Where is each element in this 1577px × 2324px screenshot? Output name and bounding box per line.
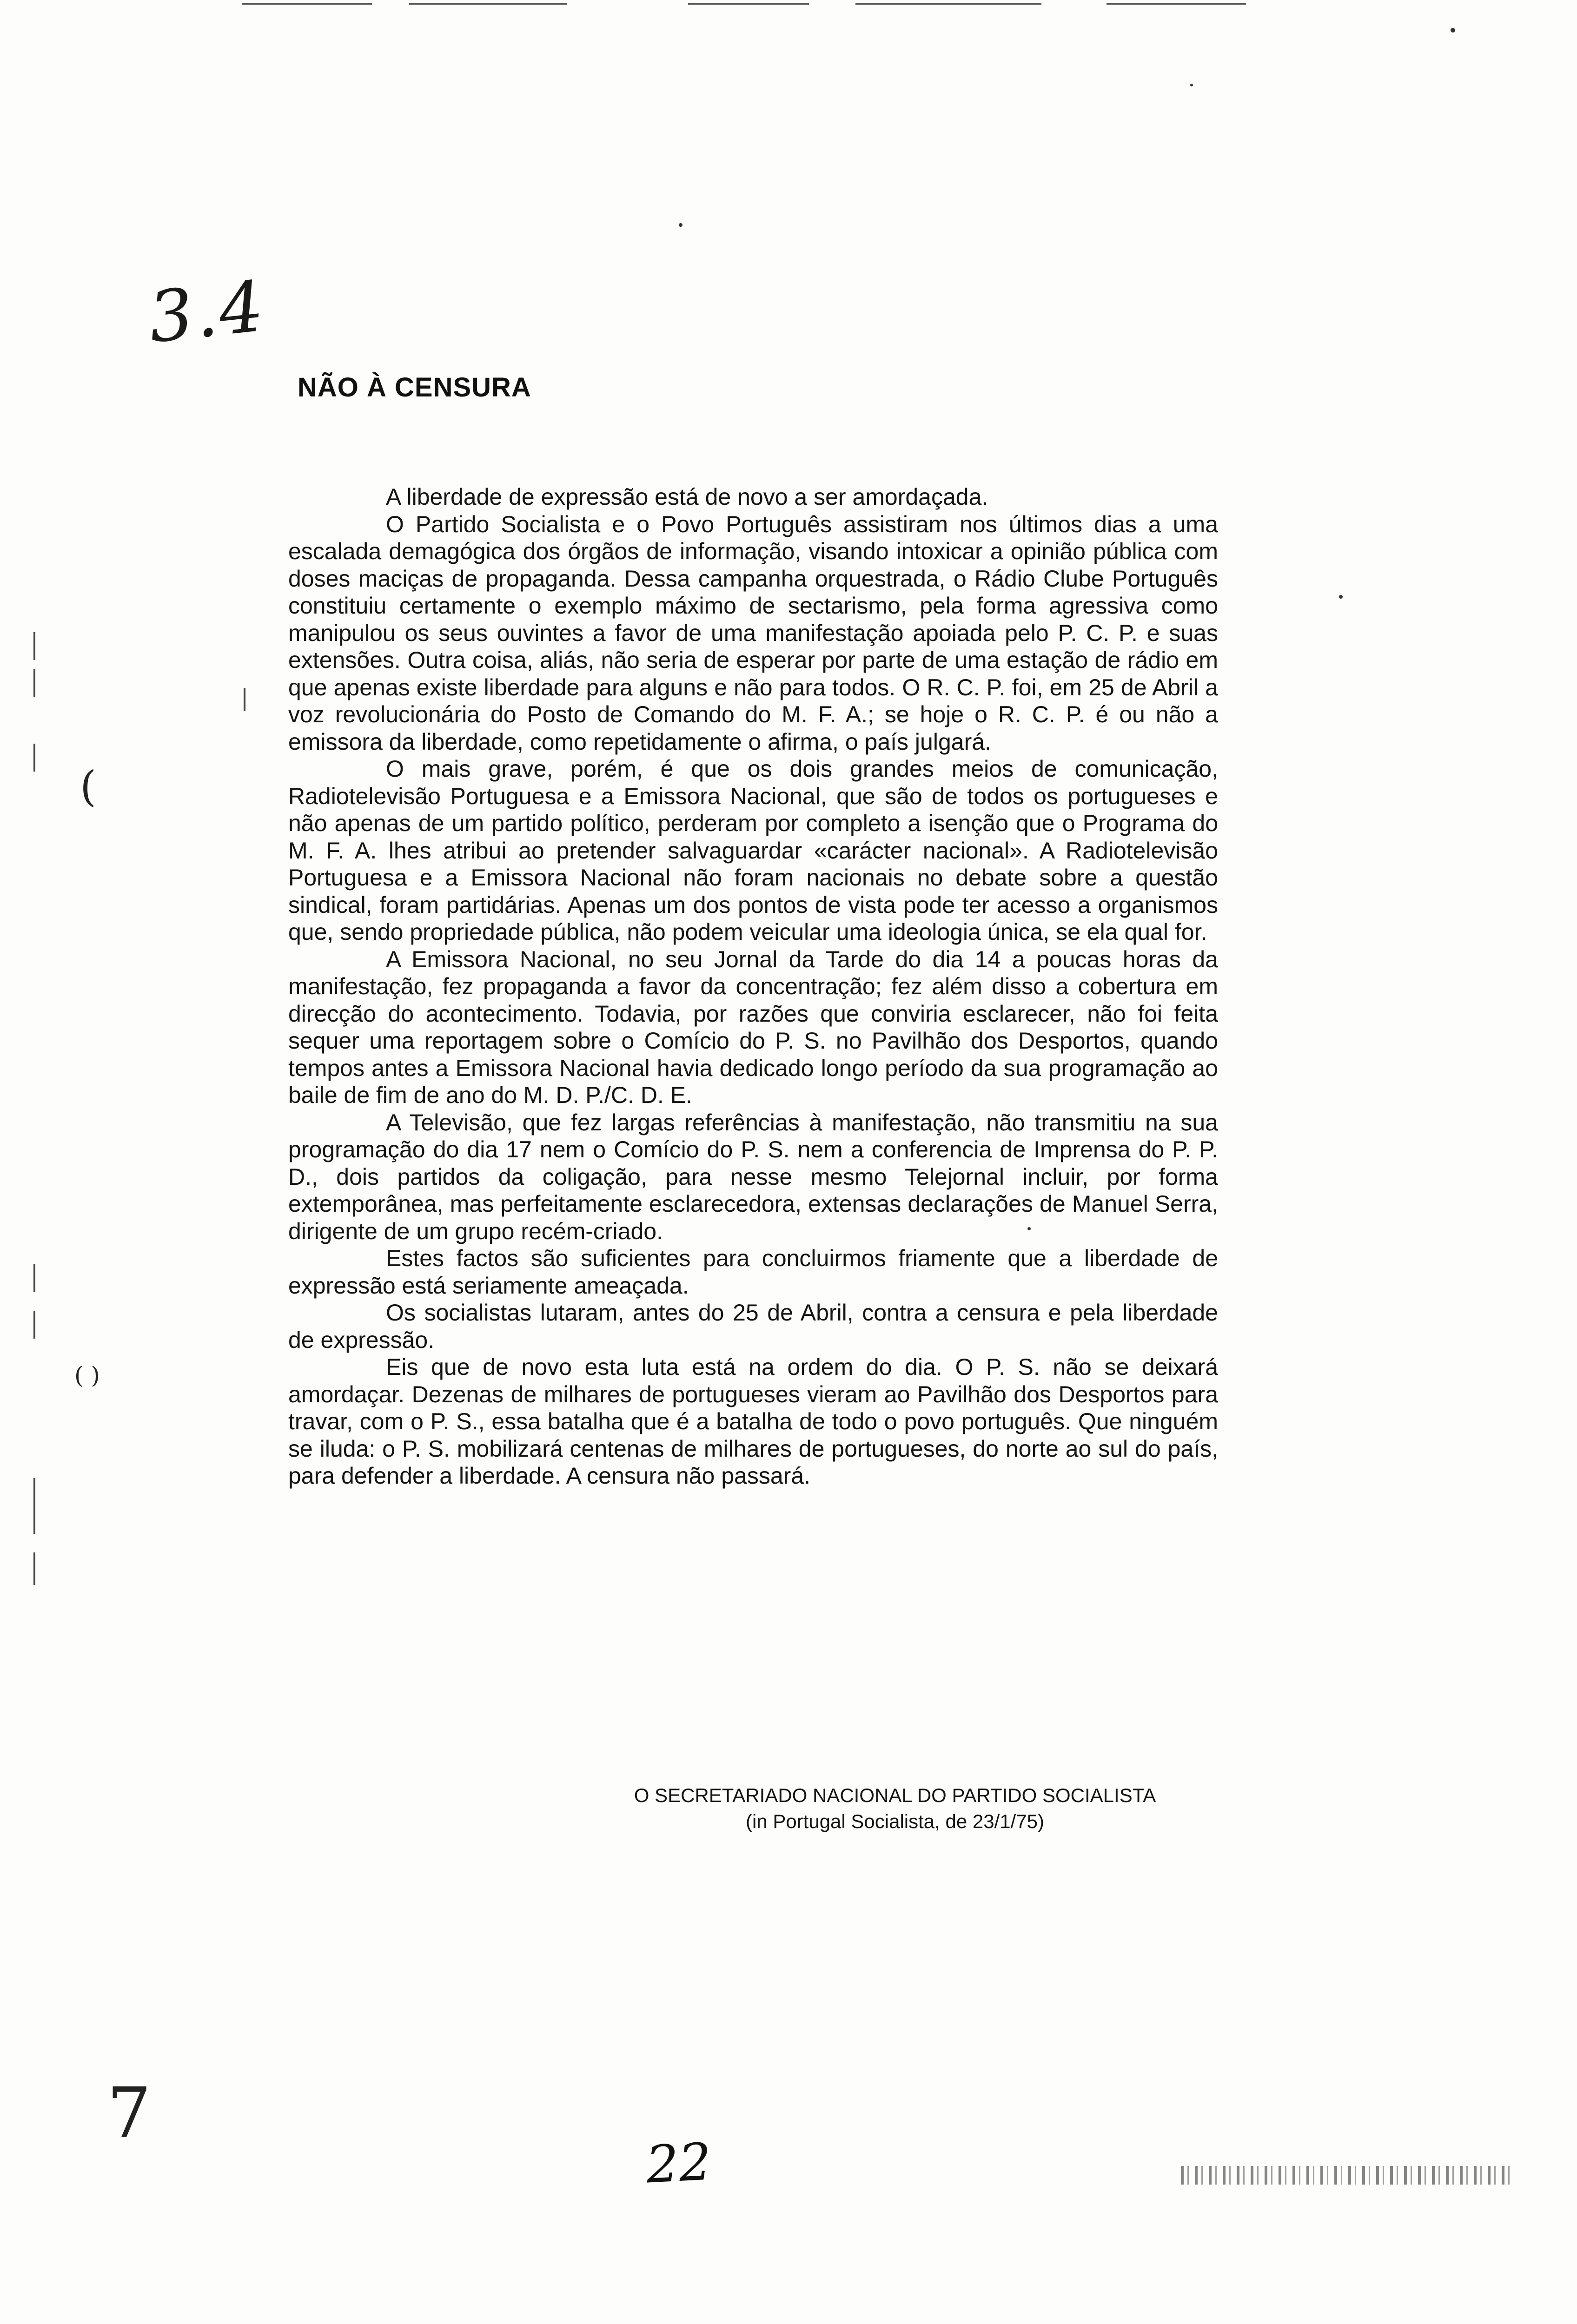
margin-bracket: (: [80, 762, 97, 811]
margin-mark: [33, 1264, 35, 1292]
paragraph: A Televisão, que fez largas referências à manifestação, não transmitiu na sua programação do dia 17 nem o Comício do P. S. nem a conferencia de Imprensa do P. P. D., dois partidos da coligação, para nesse mesmo Telejornal incluir, por forma extemporânea, mas perfeitamente esclarecedora, extensas declarações de Manuel Serra, dirigente de um grupo recém-criado.: [288, 1109, 1218, 1244]
paragraph: Eis que de novo esta luta está na ordem do dia. O P. S. não se deixará amordaçar. Dezenas de milhares de portugueses vieram ao Pavilhão dos Desportos para travar, com o P. S., essa batalha que é a batalha de todo o povo português. Que ninguém se iluda: o P. S. mobilizará centenas de milhares de portugueses, do norte ao sul do país, para defender a liberdade. A censura não passará.: [288, 1354, 1218, 1489]
speckle: [1339, 595, 1343, 599]
margin-bracket: 7: [107, 2073, 152, 2154]
handwritten-archive-number: 3.4: [145, 266, 269, 359]
page-number: 22: [644, 2132, 713, 2195]
scan-rule: [409, 3, 567, 5]
scan-rule: [688, 3, 809, 5]
paragraph: Estes factos são suficientes para concluirmos friamente que a liberdade de expressão está seriamente ameaçada.: [288, 1245, 1218, 1299]
scan-rule: [1107, 3, 1246, 5]
source-citation: (in Portugal Socialista, de 23/1/75): [745, 1810, 1045, 1832]
scan-rule: [855, 3, 1041, 5]
paragraph: O mais grave, porém, é que os dois grandes meios de comunicação, Radiotelevisão Portuguesa e a Emissora Nacional, que são de todos os portugueses e não apenas de um partido político, perderam por completo a isenção que o Programa do M. F. A. lhes atribui ao pretender salvaguardar «carácter nacional». A Radiotelevisão Portuguesa e a Emissora Nacional não foram nacionais no debate sobre a questão sindical, foram partidárias. Apenas um dos pontos de vista pode ter acesso a organismos que, sendo propriedade pública, não podem veicular uma ideologia única, se ela qual for.: [288, 756, 1218, 945]
paragraph: O Partido Socialista e o Povo Português assistiram nos últimos dias a uma escalada demagógica dos órgãos de informação, visando intoxicar a opinião pública com doses maciças de propaganda. Dessa campanha orquestrada, o Rádio Clube Português constituiu certamente o exemplo máximo de sectarismo, pela forma agressiva como manipulou os seus ouvintes a favor de uma manifestação apoiada pelo P. C. P. e suas extensões. Outra coisa, aliás, não seria de esperar por parte de uma estação de rádio em que apenas existe liberdade para alguns e não para todos. O R. C. P. foi, em 25 de Abril a voz revolucionária do Posto de Comando do M. F. A.; se hoje o R. C. P. é ou não a emissora da liberdade, como repetidamente o afirma, o país julgará.: [288, 511, 1218, 755]
signature-block: [558, 1783, 1232, 1835]
speckle: [679, 223, 682, 227]
margin-mark: [33, 1478, 35, 1534]
speckle: [1451, 28, 1455, 33]
document-title: NÃO À CENSURA: [298, 372, 531, 403]
article-body: [288, 483, 1218, 1490]
margin-mark: [33, 669, 35, 697]
paragraph: A liberdade de expressão está de novo a ser amordaçada.: [386, 484, 988, 510]
paragraph: Os socialistas lutaram, antes do 25 de Abril, contra a censura e pela liberdade de expressão.: [288, 1300, 1218, 1353]
signature-line: O SECRETARIADO NACIONAL DO PARTIDO SOCIALISTA: [634, 1784, 1156, 1806]
margin-mark: [33, 1311, 35, 1339]
margin-mark: [33, 632, 35, 660]
margin-mark: [33, 744, 35, 772]
scan-noise: [1181, 2166, 1516, 2185]
scan-rule: [242, 3, 372, 5]
paragraph: A Emissora Nacional, no seu Jornal da Tarde do dia 14 a poucas horas da manifestação, fez propaganda a favor da concentração; fez além disso a cobertura em direcção do acontecimento. Todavia, por razões que conviria esclarecer, não foi feita sequer uma reportagem sobre o Comício do P. S. no Pavilhão dos Desportos, quando tempos antes a Emissora Nacional havia dedicado longo período da sua programação ao baile de fim de ano do M. D. P./C. D. E.: [288, 946, 1218, 1108]
margin-bracket: ( ): [74, 1362, 100, 1389]
margin-mark: [244, 688, 245, 711]
margin-mark: [33, 1552, 35, 1585]
speckle: [1190, 84, 1193, 86]
